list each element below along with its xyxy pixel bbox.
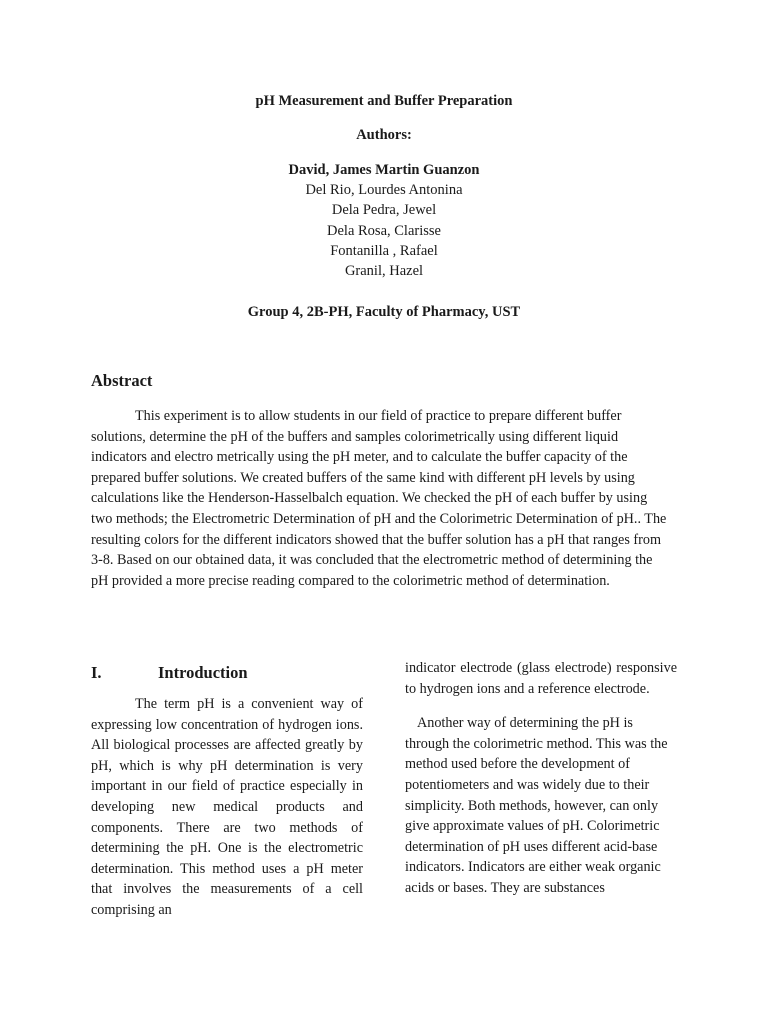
author-name: Dela Pedra, Jewel [331,202,437,219]
author-name: Dela Rosa, Clarisse [327,222,441,239]
introduction-paragraph: The term pH is a convenient way of expressing low concentration of hydrogen ions. All biological processes are affected greatly by pH, which is why pH determination is very important in our field of practice especially in developing new medical products and components. There are two methods of determining the pH. One is the electrometric determination. This method uses a pH meter that involves the measurements of a cell comprising an [91,696,363,918]
author-list [0,160,768,281]
author-name: David, James Martin Guanzon [288,162,480,178]
introduction-paragraph-continued: indicator electrode (glass electrode) responsive to hydrogen ions and a reference electrode. [405,660,677,697]
left-column [91,658,363,921]
section-title: Introduction [158,663,248,682]
author-name: Fontanilla , Rafael [330,242,438,259]
affiliation: Group 4, 2B-PH, Faculty of Pharmacy, UST [247,304,521,320]
authors-heading: Authors: [356,127,412,143]
author-name: Del Rio, Lourdes Antonina [305,182,463,199]
abstract-heading: Abstract [91,371,153,390]
introduction-heading [91,658,363,688]
author-name: Granil, Hazel [344,263,424,280]
section-number: I. [91,663,102,682]
right-column [405,658,677,899]
abstract-body: This experiment is to allow students in our field of practice to prepare different buffer solutions, determine the pH of the buffers and samples colorimetrically using different liquid indicators and electro metrically using the pH meter, and to calculate the buffer capacity of the prepared buffer solutions. We created buffers of the same kind with different pH levels by using calculations like the Henderson-Hasselbalch equation. We checked the pH of each buffer by using two methods; the Electrometric Determination of pH and the Colorimetric Determination of pH.. The resulting colors for the different indicators showed that the buffer solution has a pH that ranges from 3-8. Based on our obtained data, it was concluded that the electrometric method of determining the pH provided a more precise reading compared to the colorimetric method of determination. [91,408,667,589]
introduction-paragraph-colorimetric: Another way of determining the pH is through the colorimetric method. This was the method used before the development of potentiometers and was widely due to their simplicity. Both methods, however, can only give approximate values of pH. Colorimetric determination of pH uses different acid-base indicators. Indicators are either weak organic acids or bases. They are substances [405,715,668,896]
paper-title: pH Measurement and Buffer Preparation [255,93,513,109]
